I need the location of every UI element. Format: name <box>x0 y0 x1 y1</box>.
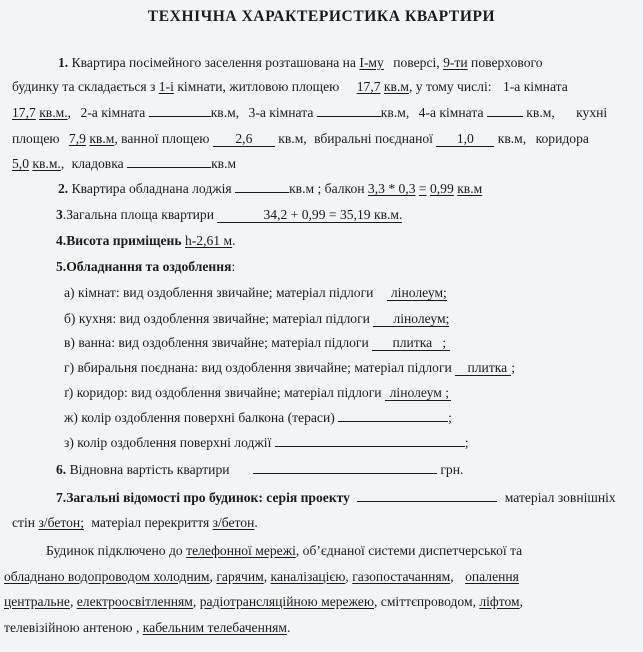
text: 4-а кімната <box>418 105 484 120</box>
text: кв.м <box>211 156 237 171</box>
balcony-colour-field <box>338 421 448 422</box>
text: , <box>192 594 197 609</box>
unit: кв.м. <box>39 105 68 120</box>
text: коридора <box>535 131 589 146</box>
text: , <box>519 594 524 609</box>
bath-area-value: 2,6 <box>213 132 275 147</box>
text: . <box>254 515 258 530</box>
value: плитка <box>467 360 508 375</box>
text: 3-а кімната <box>248 105 314 120</box>
text: з) колір оздоблення поверхні лоджії <box>64 435 272 450</box>
finish-corridor-line <box>64 384 451 402</box>
heating-type: центральне <box>4 594 70 609</box>
unit: кв.м. <box>373 207 403 222</box>
utilities-line-1 <box>46 542 522 560</box>
phone-network: телефонної мережі <box>186 543 296 558</box>
text: , <box>450 569 454 584</box>
text: ; <box>511 360 515 375</box>
text: Відновна вартість квартири <box>69 462 230 477</box>
text: Будинок підключено до <box>46 543 183 558</box>
room-1-area-value: 17,7 <box>12 105 36 120</box>
text: кухні <box>576 105 608 120</box>
currency-unit: грн. <box>440 462 464 477</box>
ceiling-height-value: h-2,61 м <box>184 233 233 248</box>
loggia-colour-line <box>64 434 469 452</box>
wc-area-value: 1,0 <box>436 132 494 147</box>
section-2-line <box>58 180 482 198</box>
text: кв.м ; балкон <box>289 181 365 196</box>
kitchen-area-value: 7,9 <box>68 131 86 146</box>
balcony-colour-line <box>64 409 452 427</box>
text: б) кухня: вид оздоблення звичайне; матеріал підлоги <box>64 311 370 326</box>
slab-material-value: з/бетон <box>212 515 255 530</box>
unit: кв.м <box>383 79 409 94</box>
text: будинку та складається з <box>12 79 156 94</box>
total-area-value <box>217 208 402 223</box>
text: Квартира посімейного заселення розташована на <box>71 55 356 70</box>
sewerage: каналізацією <box>270 569 346 584</box>
section-2-number: 2. <box>58 181 69 196</box>
loggia-colour-field <box>275 446 465 447</box>
section-6-line <box>56 461 463 479</box>
document-title: ТЕХНІЧНА ХАРАКТЕРИСТИКА КВАРТИРИ <box>147 8 496 25</box>
text: ; <box>442 335 447 350</box>
section-5-heading <box>56 258 235 276</box>
finish-bath-line <box>64 334 450 352</box>
text: кв.м, <box>278 131 307 146</box>
text: , <box>135 620 140 635</box>
text: а) кімнат: вид оздоблення звичайне; матеріал підлоги <box>64 285 374 300</box>
section-1-line-2 <box>12 78 568 96</box>
cable-tv: кабельним телебаченням <box>142 620 287 635</box>
finish-rooms-line <box>64 284 447 302</box>
text: ; <box>448 410 452 425</box>
section-1-line-1 <box>58 54 543 72</box>
unit: кв.м <box>457 181 483 196</box>
section-3-line <box>56 206 402 224</box>
heating: опалення <box>465 569 519 584</box>
text: , <box>60 156 65 171</box>
text: кв.м, <box>210 105 240 120</box>
unit: кв.м <box>89 131 115 146</box>
balcony-area-value: 0,99 <box>429 181 454 196</box>
text: . <box>286 620 291 635</box>
floor-material-bath <box>372 336 450 351</box>
floors-total-value: 9-ти <box>443 55 468 70</box>
finish-wc-line <box>64 359 515 377</box>
text: в) ванна: вид оздоблення звичайне; матеріал підлоги <box>64 335 369 350</box>
section-4-label: 4.Висота приміщень <box>56 233 182 248</box>
text: = <box>418 181 427 196</box>
text: , <box>345 569 349 584</box>
text: , <box>69 594 74 609</box>
corridor-area-value: 5,0 <box>12 156 29 171</box>
loggia-area-field <box>235 192 289 193</box>
floor-material-wc <box>455 361 511 376</box>
text: , ванної площею <box>114 131 210 146</box>
hot-water: гарячим <box>216 569 264 584</box>
text: кв.м, <box>380 105 410 120</box>
floor-material-kitchen: лінолеум; <box>373 312 449 327</box>
text: вбиральні поєднаної <box>314 131 433 146</box>
text: ; <box>445 385 449 400</box>
unit: кв.м. <box>32 156 61 171</box>
text: г) вбиральня поєднана: вид оздоблення звичайне; матеріал підлоги <box>64 360 452 375</box>
text: 1-а кімната <box>502 79 568 94</box>
living-area-value: 17,7 <box>356 79 381 94</box>
rooms-value: 1-і <box>158 79 174 94</box>
text: 2-а кімната <box>80 105 146 120</box>
section-4-line <box>56 232 236 250</box>
text: , <box>209 569 213 584</box>
text: , сміттєпроводом, <box>373 594 476 609</box>
text: поверсі, <box>393 55 440 70</box>
text: матеріал зовнішніх <box>504 490 616 505</box>
text: , <box>263 569 268 584</box>
section-7-line-1 <box>56 489 616 507</box>
value: лінолеум <box>389 385 442 400</box>
text: кімнати, житловою площею <box>177 79 340 94</box>
text: матеріал перекриття <box>91 515 210 530</box>
text: кв.м, <box>526 105 555 120</box>
section-1-line-5 <box>12 155 236 173</box>
text: ; <box>464 435 469 450</box>
section-5-label: 5.Обладнання та оздоблення <box>56 259 232 274</box>
project-series-field <box>357 501 497 502</box>
replacement-value-field <box>253 473 437 474</box>
electric-lighting: електроосвітленням <box>76 594 193 609</box>
floor-value: І-му <box>359 55 384 70</box>
storage-area-field <box>127 167 211 168</box>
radio-network: радіотрансляційною мережею <box>199 594 374 609</box>
text: . <box>232 233 236 248</box>
balcony-dimensions-value: 3,3 * 0,3 <box>367 181 416 196</box>
text: стін <box>12 515 36 530</box>
section-1-number: 1. <box>58 55 69 70</box>
text: , у тому числі: <box>408 79 492 94</box>
room-2-area-field <box>149 116 211 117</box>
text: , <box>67 105 72 120</box>
section-6-number: 6. <box>56 462 67 477</box>
text: поверхового <box>471 55 543 70</box>
section-1-line-4 <box>12 130 589 148</box>
section-7-line-2 <box>12 514 258 532</box>
gas-supply: газопостачанням <box>352 569 451 584</box>
section-1-line-3 <box>12 104 607 122</box>
section-7-label: 7.Загальні відомості про будинок: серія проекту <box>56 490 350 505</box>
text: Квартира обладнана лоджія <box>71 181 232 196</box>
text: , об’єднаної системи диспетчерської та <box>295 543 523 558</box>
text: кладовка <box>71 156 124 171</box>
wall-material-value: з/бетон; <box>38 515 84 530</box>
cold-water: обладнано водопроводом холодним <box>4 569 210 584</box>
finish-kitchen-line <box>64 310 449 328</box>
section-3-number: 3 <box>56 207 63 222</box>
lift: ліфтом <box>479 594 520 609</box>
text: ж) колір оздоблення поверхні балкона (тераси) <box>64 410 335 425</box>
text: кв.м, <box>497 131 527 146</box>
utilities-line-3 <box>4 593 523 611</box>
tv-antenna: телевізійною антеною <box>4 620 133 635</box>
text: : <box>231 259 236 274</box>
text: площею <box>12 131 60 146</box>
floor-material-rooms: лінолеум; <box>387 286 447 301</box>
room-4-area-field <box>487 116 523 117</box>
total-area-formula: 34,2 + 0,99 = 35,19 <box>263 207 371 222</box>
text: .Загальна площа квартири <box>62 207 214 222</box>
utilities-line-2 <box>4 568 519 586</box>
utilities-line-4 <box>4 619 290 637</box>
room-3-area-field <box>317 116 381 117</box>
text: ґ) коридор: вид оздоблення звичайне; матеріал підлоги <box>64 385 382 400</box>
value: плитка <box>392 335 433 350</box>
floor-material-corridor <box>385 386 451 401</box>
